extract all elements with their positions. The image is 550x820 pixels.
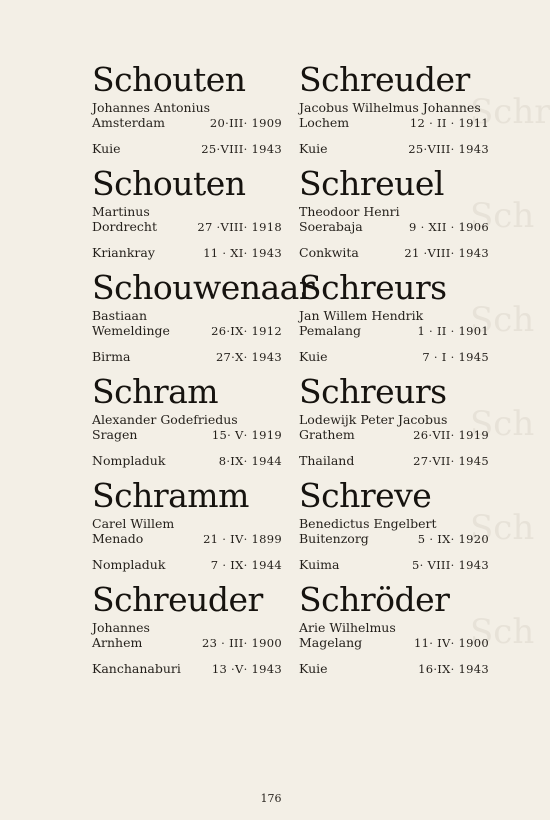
birth-place: Menado <box>92 531 144 546</box>
entry <box>299 166 489 270</box>
surname: Schreuder <box>299 60 470 99</box>
death-row <box>299 141 489 157</box>
death-place: Nompladuk <box>92 557 166 572</box>
birth-row <box>92 219 282 235</box>
birth-row <box>299 115 489 131</box>
death-place: Birma <box>92 349 131 364</box>
birth-date: 26·VII· 1919 <box>413 428 489 442</box>
death-place: Kuie <box>299 661 328 676</box>
death-date: 25·VIII· 1943 <box>201 142 282 156</box>
entry <box>92 166 282 270</box>
first-names: Johannes Antonius <box>92 100 211 115</box>
birth-place: Grathem <box>299 427 355 442</box>
birth-row <box>299 635 489 651</box>
birth-row <box>299 323 489 339</box>
first-names: Johannes <box>92 620 150 635</box>
birth-row <box>92 115 282 131</box>
first-names: Jacobus Wilhelmus Johannes <box>299 100 481 115</box>
entry <box>299 62 489 166</box>
death-date: 25·VIII· 1943 <box>408 142 489 156</box>
death-place: Nompladuk <box>92 453 166 468</box>
first-names: Lodewijk Peter Jacobus <box>299 412 448 427</box>
left-column <box>92 60 315 686</box>
birth-place: Soerabaja <box>299 219 363 234</box>
death-date: 27·X· 1943 <box>215 350 282 364</box>
death-place: Conkwita <box>299 245 359 260</box>
death-place: Kuima <box>299 557 340 572</box>
surname: Schröder <box>299 580 450 619</box>
birth-row <box>92 323 282 339</box>
death-date: 5· VIII· 1943 <box>411 558 489 572</box>
birth-date: 5 · IX· 1920 <box>417 532 489 546</box>
birth-row <box>299 531 489 547</box>
first-names: Benedictus Engelbert <box>299 516 437 531</box>
ghost-word: Sch <box>470 196 535 236</box>
death-date: 11 · XI· 1943 <box>203 246 282 260</box>
death-row <box>299 661 489 677</box>
birth-place: Lochem <box>299 115 350 130</box>
first-names: Theodoor Henri <box>299 204 400 219</box>
first-names: Carel Willem <box>92 516 175 531</box>
birth-place: Dordrecht <box>92 219 157 234</box>
entry <box>92 582 282 686</box>
death-date: 16·IX· 1943 <box>418 662 489 676</box>
death-row <box>299 453 489 469</box>
death-row <box>92 453 282 469</box>
surname: Schreuel <box>299 164 444 203</box>
birth-date: 27 ·VIII· 1918 <box>197 220 282 234</box>
entry <box>299 582 489 686</box>
entry <box>299 478 489 582</box>
surname: Schreurs <box>299 268 447 307</box>
surname: Schouten <box>92 60 246 99</box>
death-place: Thailand <box>299 453 355 468</box>
death-place: Kuie <box>299 141 328 156</box>
death-place: Kuie <box>92 141 121 156</box>
first-names: Arie Wilhelmus <box>299 620 396 635</box>
birth-place: Wemeldinge <box>92 323 170 338</box>
death-date: 27·VII· 1945 <box>413 454 489 468</box>
surname: Schreve <box>299 476 432 515</box>
surname: Schreuder <box>92 580 263 619</box>
surname: Schouwenaar <box>92 268 315 307</box>
birth-date: 12 · II · 1911 <box>409 116 489 130</box>
birth-place: Sragen <box>92 427 138 442</box>
birth-row <box>92 427 282 443</box>
birth-row <box>299 427 489 443</box>
death-row <box>92 141 282 157</box>
entry <box>92 374 282 478</box>
death-place: Kanchanaburi <box>92 661 181 676</box>
ghost-word: Sch <box>470 300 535 340</box>
ghost-word: Sch <box>470 612 535 652</box>
death-date: 13 ·V· 1943 <box>211 662 282 676</box>
birth-date: 26·IX· 1912 <box>211 324 282 338</box>
death-row <box>92 245 282 261</box>
birth-date: 1 · II · 1901 <box>417 324 489 338</box>
death-date: 7 · I · 1945 <box>422 350 489 364</box>
death-row <box>299 245 489 261</box>
death-date: 8·IX· 1944 <box>218 454 282 468</box>
surname: Schram <box>92 372 219 411</box>
birth-place: Buitenzorg <box>299 531 369 546</box>
page-number: 176 <box>260 792 282 805</box>
entry <box>92 62 282 166</box>
birth-place: Pemalang <box>299 323 362 338</box>
first-names: Martinus <box>92 204 150 219</box>
ghost-word: Schr <box>470 92 550 132</box>
death-date: 21 ·VIII· 1943 <box>404 246 489 260</box>
birth-date: 21 · IV· 1899 <box>203 532 282 546</box>
entry <box>299 270 489 374</box>
entry <box>92 478 282 582</box>
birth-row <box>92 531 282 547</box>
first-names: Bastiaan <box>92 308 148 323</box>
surname: Schreurs <box>299 372 447 411</box>
entry <box>299 374 489 478</box>
birth-date: 9 · XII · 1906 <box>409 220 489 234</box>
death-row <box>92 349 282 365</box>
death-place: Kriankray <box>92 245 155 260</box>
birth-date: 23 · III· 1900 <box>201 636 282 650</box>
death-row <box>299 349 489 365</box>
birth-date: 20·III· 1909 <box>209 116 282 130</box>
birth-place: Magelang <box>299 635 363 650</box>
death-date: 7 · IX· 1944 <box>210 558 282 572</box>
birth-place: Amsterdam <box>92 115 165 130</box>
birth-date: 15· V· 1919 <box>211 428 282 442</box>
birth-row <box>299 219 489 235</box>
death-place: Kuie <box>299 349 328 364</box>
ghost-word: Sch <box>470 404 535 444</box>
death-row <box>92 661 282 677</box>
birth-place: Arnhem <box>92 635 143 650</box>
ghost-word: Sch <box>470 508 535 548</box>
death-row <box>92 557 282 573</box>
death-row <box>299 557 489 573</box>
surname: Schouten <box>92 164 246 203</box>
first-names: Jan Willem Hendrik <box>299 308 424 323</box>
right-column <box>299 62 489 686</box>
first-names: Alexander Godefriedus <box>92 412 238 427</box>
surname: Schramm <box>92 476 249 515</box>
birth-date: 11· IV· 1900 <box>414 636 489 650</box>
birth-row <box>92 635 282 651</box>
